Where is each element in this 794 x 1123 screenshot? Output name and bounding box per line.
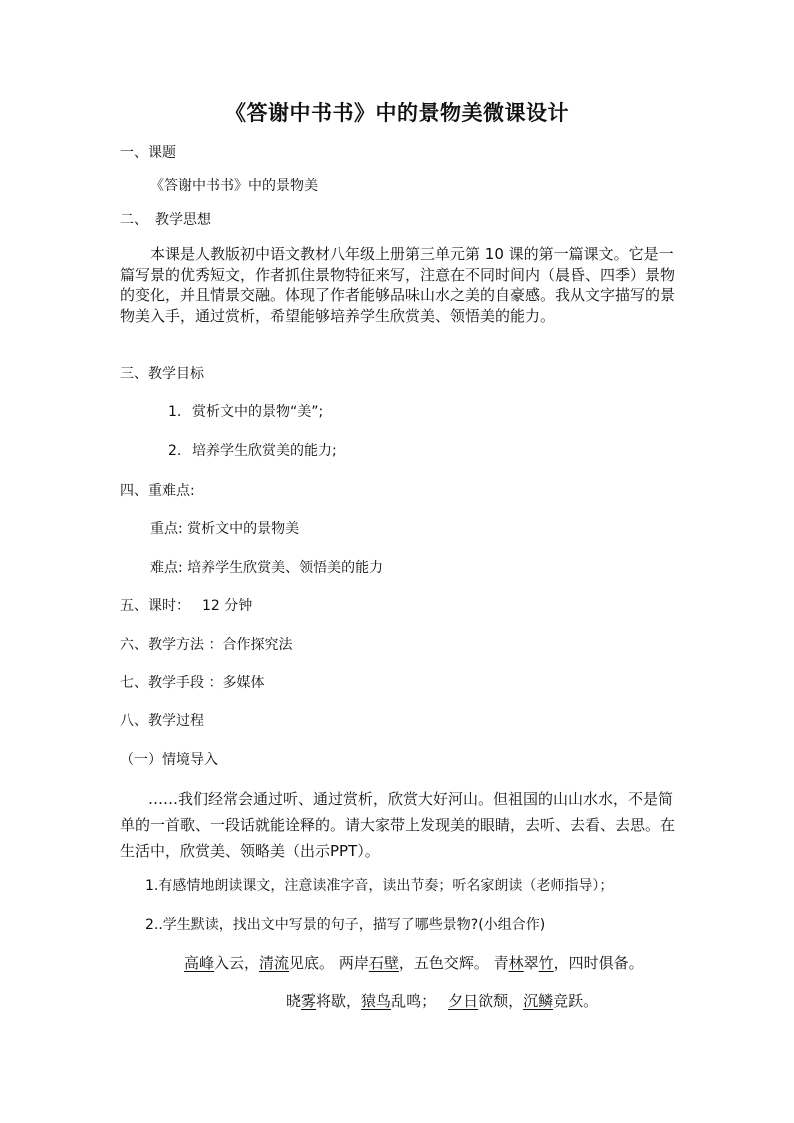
goal-number: 1. [168,404,182,420]
underlined-scene: 猿鸟 [361,992,392,1010]
goal-text: 赏析文中的景物“美”; [192,404,324,420]
poem-line-1: 高峰入云，清流见底。 两岸石壁，五色交辉。 青林翠竹，四时俱备。 [184,954,644,972]
intro-paragraph: ……我们经常会通过听、通过赏析，欣赏大好河山。但祖国的山山水水，不是简单的一首歌、一段话就能诠释的。请大家带上发现美的眼睛，去听、去看、去思。在生活中，欣赏美、领略美（出示PPT）。 [120,790,676,860]
poem-line-2: 晓雾将歇，猿鸟乱鸣； 夕日欲颓，沉鳞竞跃。 [286,992,599,1010]
section-7: 七、教学手段 ：多媒体 [120,675,265,691]
section-3-heading: 三、教学目标 [120,366,204,382]
subsection-1-heading: （一）情境导入 [120,752,218,768]
step-1: 1.有感情地朗读课文，注意读准字音，读出节奏；听名家朗读（老师指导）； [145,878,614,894]
underlined-scene: 竹 [538,954,554,972]
goal-number: 2. [168,443,182,459]
goal-text: 培养学生欣赏美的能力; [192,443,337,459]
section-1-body: 《答谢中书书》中的景物美 [150,178,318,194]
page-title: 《答谢中书书》中的景物美微课设计 [225,101,569,125]
section-1-heading: 一、课题 [120,145,176,161]
goal-item [168,402,323,422]
underlined-scene: 高峰 [184,954,215,972]
section-6: 六、教学方法 ：合作探究法 [120,637,293,653]
section-4-heading: 四、重难点: [120,483,195,499]
section-2-heading: 二、 教学思想 [120,212,211,228]
underlined-scene: 石壁 [368,954,399,972]
underlined-scene: 沉鳞 [523,992,554,1010]
underlined-scene: 林 [508,954,524,972]
section-5 [120,596,252,616]
section-8-heading: 八、教学过程 [120,713,204,729]
class-hours-value: 12 分钟 [202,598,253,614]
step-2: 2..学生默读，找出文中写景的句子，描写了哪些景物?(小组合作) [145,917,546,933]
section-5-heading: 五、课时： [120,598,190,614]
difficulty-point: 难点: 培养学生欣赏美、领悟美的能力 [150,560,384,576]
goal-item [168,441,337,461]
underlined-scene: 夕日 [448,992,479,1010]
underlined-scene: 清流 [259,954,290,972]
key-point: 重点: 赏析文中的景物美 [150,521,300,537]
section-2-body: 本课是人教版初中语文教材八年级上册第三单元第 10 课的第一篇课文。它是一篇写景的优秀短文，作者抓住景物特征来写，注意在不同时间内（晨昏、四季）景物的变化，并且情景交融。体现了作者能够品味山水之美的自豪感。我从文字描写的景物美入手，通过赏析，希望能够培养学生欣赏美、领悟美的能力。 [120,245,676,325]
underlined-scene: 雾 [301,992,317,1010]
